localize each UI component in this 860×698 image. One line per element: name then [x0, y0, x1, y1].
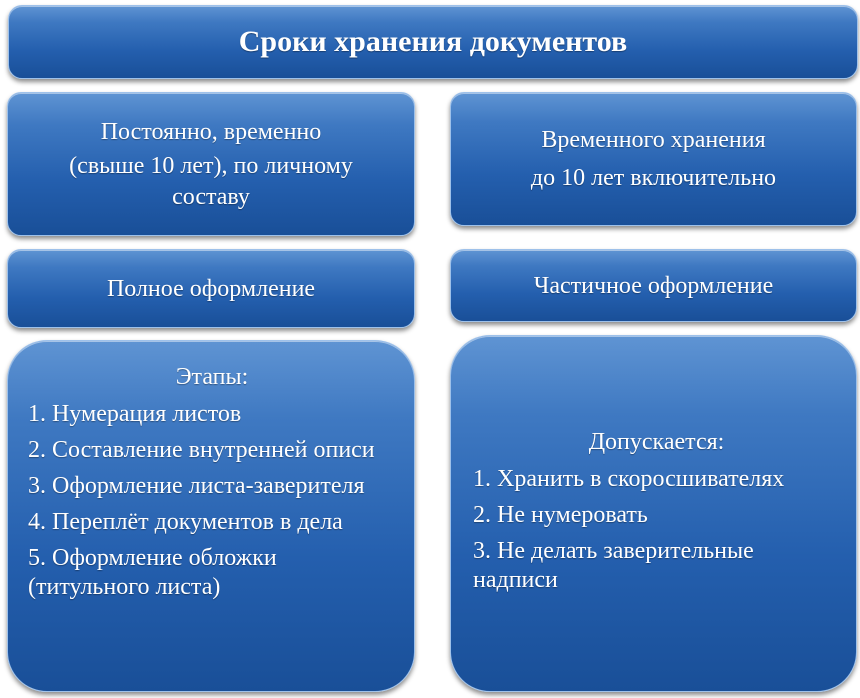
- stages-box: [7, 340, 415, 692]
- left-period-line-2: (свыше 10 лет), по личному: [69, 152, 353, 179]
- right-period-line-1: Временного хранения: [541, 127, 766, 153]
- left-period-line-1: Постоянно, временно: [100, 118, 322, 145]
- title-box: [8, 5, 858, 79]
- stages-heading: Этапы:: [175, 364, 249, 390]
- right-period-box: [450, 92, 857, 226]
- diagram-title: Сроки хранения документов: [238, 25, 628, 58]
- right-registration-label: Частичное оформление: [533, 272, 774, 299]
- left-period-box: [7, 92, 415, 236]
- allowed-item-3: 3. Не делать заверительные надписи: [473, 538, 754, 593]
- right-registration-box: [450, 249, 857, 322]
- stage-item-4: 4. Переплёт документов в дела: [28, 509, 343, 535]
- allowed-heading: Допускается:: [588, 429, 725, 455]
- allowed-item-2: 2. Не нумеровать: [473, 502, 648, 528]
- stage-item-5: 5. Оформление обложки (титульного листа): [28, 545, 277, 600]
- right-period-line-2: до 10 лет включительно: [530, 165, 777, 191]
- left-period-line-3: составу: [172, 183, 250, 210]
- allowed-item-1: 1. Хранить в скоросшивателях: [473, 466, 785, 492]
- stage-item-1: 1. Нумерация листов: [28, 401, 242, 427]
- stage-item-2: 2. Составление внутренней описи: [28, 437, 375, 463]
- left-registration-label: Полное оформление: [106, 275, 316, 302]
- left-registration-box: [7, 249, 415, 328]
- stage-item-3: 3. Оформление листа-заверителя: [28, 473, 365, 499]
- allowed-box: [450, 335, 857, 692]
